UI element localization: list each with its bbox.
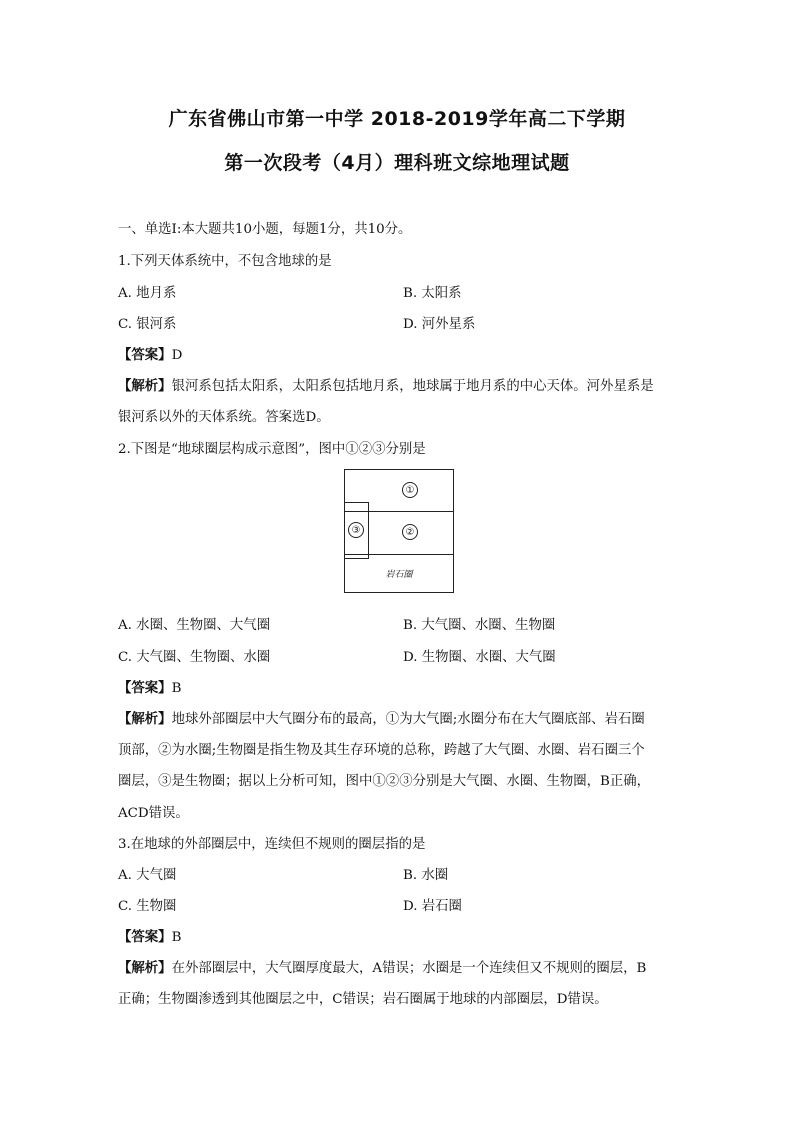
analysis-tag: 【解析】 xyxy=(118,711,172,727)
question-2-option-c: C. 大气圈、生物圈、水圈 xyxy=(118,650,271,665)
answer-tag: 【答案】 xyxy=(118,347,172,363)
diagram-rock-label: 岩石圈 xyxy=(385,570,413,580)
analysis-text: 地球外部圈层中大气圈分布的最高，①为大气圈;水圈分布在大气圈底部、岩石圈 xyxy=(171,712,645,727)
question-1-stem: 1.下列天体系统中，不包含地球的是 xyxy=(118,254,332,269)
answer-value: B xyxy=(171,681,182,696)
earth-spheres-diagram xyxy=(344,469,454,593)
question-3-option-c: C. 生物圈 xyxy=(118,899,177,914)
question-3-option-a: A. 大气圈 xyxy=(118,868,177,883)
question-3-option-b: B. 水圈 xyxy=(403,868,449,883)
analysis-text: 在外部圈层中，大气圈厚度最大，A错误；水圈是一个连续但又不规则的圈层，B xyxy=(171,961,647,976)
answer-tag: 【答案】 xyxy=(118,929,172,945)
document-title-line2: 第一次段考（4月）理科班文综地理试题 xyxy=(224,152,570,174)
question-1-option-a: A. 地月系 xyxy=(118,286,177,301)
answer-value: B xyxy=(171,930,182,945)
question-3-option-d: D. 岩石圈 xyxy=(403,899,462,914)
question-1-analysis-line2: 银河系以外的天体系统。答案选D。 xyxy=(118,410,330,425)
question-3-answer xyxy=(118,926,181,945)
question-2-stem: 2.下图是“地球圈层构成示意图”，图中①②③分别是 xyxy=(118,442,426,457)
question-3-stem: 3.在地球的外部圈层中，连续但不规则的圈层指的是 xyxy=(118,837,426,852)
question-2-option-d: D. 生物圈、水圈、大气圈 xyxy=(403,650,556,665)
analysis-text: 银河系包括太阳系，太阳系包括地月系，地球属于地月系的中心天体。河外星系是 xyxy=(171,379,654,394)
question-1-answer xyxy=(118,344,182,363)
diagram-label-2: ② xyxy=(402,524,418,540)
answer-value: D xyxy=(171,348,183,363)
document-title-line1: 广东省佛山市第一中学 2018-2019学年高二下学期 xyxy=(168,108,626,130)
answer-tag: 【答案】 xyxy=(118,680,172,696)
question-1-option-c: C. 银河系 xyxy=(118,317,177,332)
question-2-analysis-line4: ACD错误。 xyxy=(118,806,189,821)
question-3-analysis-line2: 正确；生物圈渗透到其他圈层之中，C错误；岩石圈属于地球的内部圈层，D错误。 xyxy=(118,992,608,1007)
question-3-analysis-line1 xyxy=(118,957,646,976)
section-heading: 一、单选Ⅰ:本大题共10小题，每题1分，共10分。 xyxy=(118,222,412,237)
diagram-label-1: ① xyxy=(402,482,418,498)
question-2-analysis-line3: 圈层，③是生物圈；据以上分析可知，图中①②③分别是大气圈、水圈、生物圈，B正确， xyxy=(118,774,651,789)
analysis-tag: 【解析】 xyxy=(118,960,172,976)
question-2-answer xyxy=(118,677,181,696)
question-2-option-b: B. 大气圈、水圈、生物圈 xyxy=(403,618,556,633)
analysis-tag: 【解析】 xyxy=(118,378,172,394)
question-1-option-d: D. 河外星系 xyxy=(403,317,476,332)
diagram-label-3: ③ xyxy=(348,522,364,538)
question-2-analysis-line1 xyxy=(118,708,645,727)
question-1-option-b: B. 太阳系 xyxy=(403,286,462,301)
question-2-option-a: A. 水圈、生物圈、大气圈 xyxy=(118,618,271,633)
question-1-analysis-line1 xyxy=(118,375,654,394)
question-2-analysis-line2: 顶部，②为水圈;生物圈是指生物及其生存环境的总称，跨越了大气圈、水圈、岩石圈三个 xyxy=(118,743,645,758)
